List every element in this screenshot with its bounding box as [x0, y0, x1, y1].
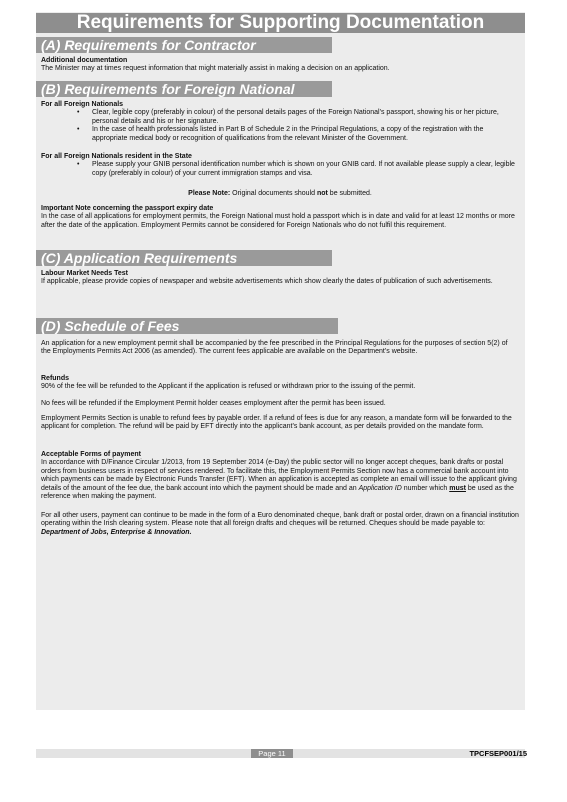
bullet-icon: •: [77, 109, 80, 117]
refunds-heading: Refunds: [41, 375, 69, 382]
foreign-nationals-list: [41, 109, 519, 143]
fees-intro: [41, 340, 519, 357]
payee-name: Department of Jobs, Enterprise & Innovation.: [41, 528, 192, 536]
section-b-header: (B) Requirements for Foreign National: [36, 81, 332, 97]
resident-heading: For all Foreign Nationals resident in the State: [41, 153, 192, 160]
payment-text: In accordance with D/Finance Circular 1/2013, from 19 September 2014 (e-Day) the public sector will no longer accept cheques, bank drafts or postal orders from business users in respect of services rendered. To facilitate this, the Employment Permits Section now has a commercial bank account into which payments can be made by Electronic Funds Transfer (EFT). When an application is accepted as complete an email will issue to the applicant giving details of the amount of the fee due, the bank account into which the payment should be made and an Application ID number which must be used as the reference when making the payment.: [41, 459, 517, 501]
please-note-label: Please Note:: [188, 190, 231, 197]
page-title: Requirements for Supporting Documentation: [36, 13, 525, 33]
labour-market-text: If applicable, please provide copies of newspaper and website advertisements which show clearly the dates of publication of such advertisements.: [41, 278, 493, 286]
list-item: • Please supply your GNIB personal identification number which is shown on your GNIB card. If not available please supply a clear, legible copy (preferably in colour) of your current immigration stamps and visa.: [77, 161, 515, 177]
payment-block: [41, 451, 519, 501]
list-item: • In the case of health professionals listed in Part B of Schedule 2 in the Principal Regulations, a copy of the registration with the appropriate medical body or recognition of qualifications from the relevant Minister of the Government.: [77, 126, 484, 142]
page-number: Page 11: [251, 749, 293, 758]
no-refund-text: No fees will be refunded if the Employment Permit holder ceases employment after the permit has been issued.: [41, 400, 386, 407]
section-a-header: (A) Requirements for Contractor: [36, 37, 332, 53]
passport-expiry-note: [41, 205, 519, 230]
please-note: Please Note: Original documents should not be submitted.: [188, 190, 372, 197]
other-users-block: [41, 512, 519, 537]
section-b-group1: [41, 101, 519, 143]
resident-list: [41, 161, 519, 178]
fees-intro-text: An application for a new employment permit shall be accompanied by the fee prescribed in the Principal Regulations for the purposes of section 5(2) of the Employments Permits Act 2006 (as amended). The current fees applicable are available on the Department’s website.: [41, 340, 508, 356]
section-a-body: [41, 57, 519, 74]
foreign-nationals-heading: For all Foreign Nationals: [41, 101, 124, 108]
section-d-header: (D) Schedule of Fees: [36, 318, 338, 334]
passport-expiry-heading: Important Note concerning the passport expiry date: [41, 205, 214, 212]
passport-expiry-text: In the case of all applications for employment permits, the Foreign National must hold a passport which is in date and valid for at least 12 months or more after the date of the application. Employment Permits cannot be considered for Foreign Nationals who do not fulfil this requirement.: [41, 213, 515, 229]
refunds-block: [41, 375, 519, 392]
additional-documentation-text: The Minister may at times request information that might materially assist in making a decision on an application.: [41, 65, 390, 73]
eft-refund-block: [41, 415, 519, 432]
section-c-header: (C) Application Requirements: [36, 250, 332, 266]
other-users-text: For all other users, payment can continue to be made in the form of a Euro denominated cheque, bank draft or postal order, drawn on a financial institution operating within the Irish clearing system. Please note that all foreign drafts and cheques will be returned. Cheques should be made payable to: Department of Jobs, Enterprise & Innovation.: [41, 512, 519, 536]
labour-market-heading: Labour Market Needs Test: [41, 270, 129, 277]
section-c-body: [41, 270, 519, 287]
bullet-icon: •: [77, 126, 80, 134]
additional-documentation-heading: Additional documentation: [41, 57, 128, 64]
section-b-group2: [41, 153, 519, 178]
eft-refund-text: Employment Permits Section is unable to refund fees by payable order. If a refund of fees is due for any reason, a mandate form will be forwarded to the applicant for completion. The refund will be paid by EFT directly into the applicant's bank account, as per details provided on the mandate form.: [41, 415, 512, 431]
document-code: TPCFSEP001/15: [469, 749, 527, 758]
no-refund-block: [41, 400, 519, 408]
bullet-icon: •: [77, 161, 80, 169]
list-item: • Clear, legible copy (preferably in colour) of the personal details pages of the Foreign National’s passport, showing his or her picture, personal details and his or her signature.: [77, 109, 499, 125]
refunds-text: 90% of the fee will be refunded to the Applicant if the application is refused or withdrawn prior to the issuing of the permit.: [41, 383, 416, 391]
payment-heading: Acceptable Forms of payment: [41, 451, 141, 458]
